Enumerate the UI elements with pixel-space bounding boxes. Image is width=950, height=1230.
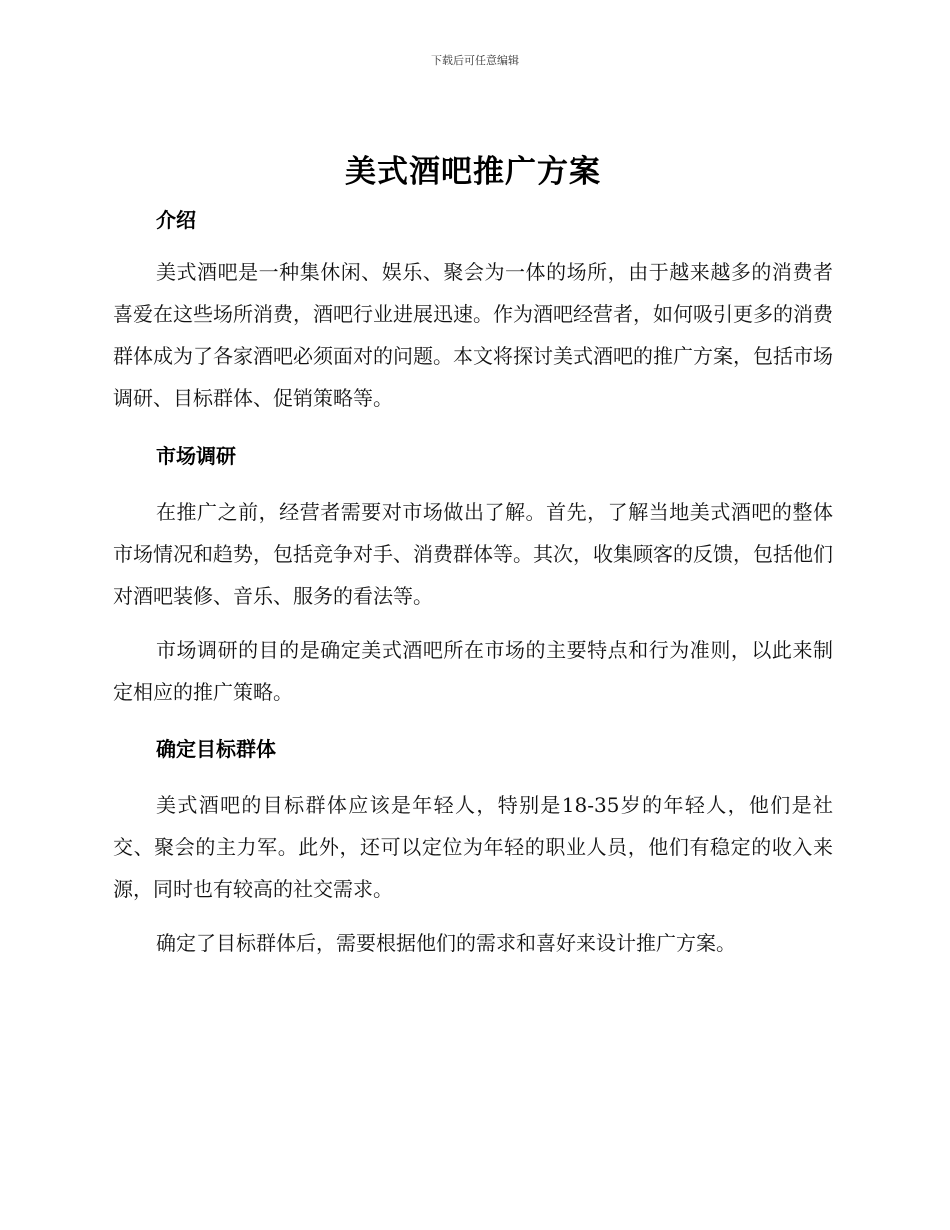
- paragraph-market-research-2: 市场调研的目的是确定美式酒吧所在市场的主要特点和行为准则，以此来制定相应的推广策略。: [113, 638, 833, 704]
- paragraph-market-research-1: 在推广之前，经营者需要对市场做出了解。首先，了解当地美式酒吧的整体市场情况和趋势，包括竞争对手、消费群体等。其次，收集顾客的反馈，包括他们对酒吧装修、音乐、服务的看法等。: [113, 500, 833, 608]
- paragraph-target-group-2: 确定了目标群体后，需要根据他们的需求和喜好来设计推广方案。: [156, 931, 736, 955]
- page-header-note: 下载后可任意编辑: [431, 54, 519, 67]
- section-heading-intro: 介绍: [156, 208, 196, 232]
- paragraph-intro: 美式酒吧是一种集休闲、娱乐、聚会为一体的场所，由于越来越多的消费者喜爱在这些场所消费，酒吧行业进展迅速。作为酒吧经营者，如何吸引更多的消费群体成为了各家酒吧必须面对的问题。本文将探讨美式酒吧的推广方案，包括市场调研、目标群体、促销策略等。: [113, 260, 833, 410]
- section-heading-target-group: 确定目标群体: [156, 737, 276, 761]
- page-title: 美式酒吧推广方案: [345, 154, 601, 190]
- section-heading-market-research: 市场调研: [156, 444, 236, 468]
- paragraph-target-group-1: 美式酒吧的目标群体应该是年轻人，特别是18-35岁的年轻人，他们是社交、聚会的主力军。此外，还可以定位为年轻的职业人员，他们有稳定的收入来源，同时也有较高的社交需求。: [113, 793, 833, 901]
- document-body: [113, 150, 833, 964]
